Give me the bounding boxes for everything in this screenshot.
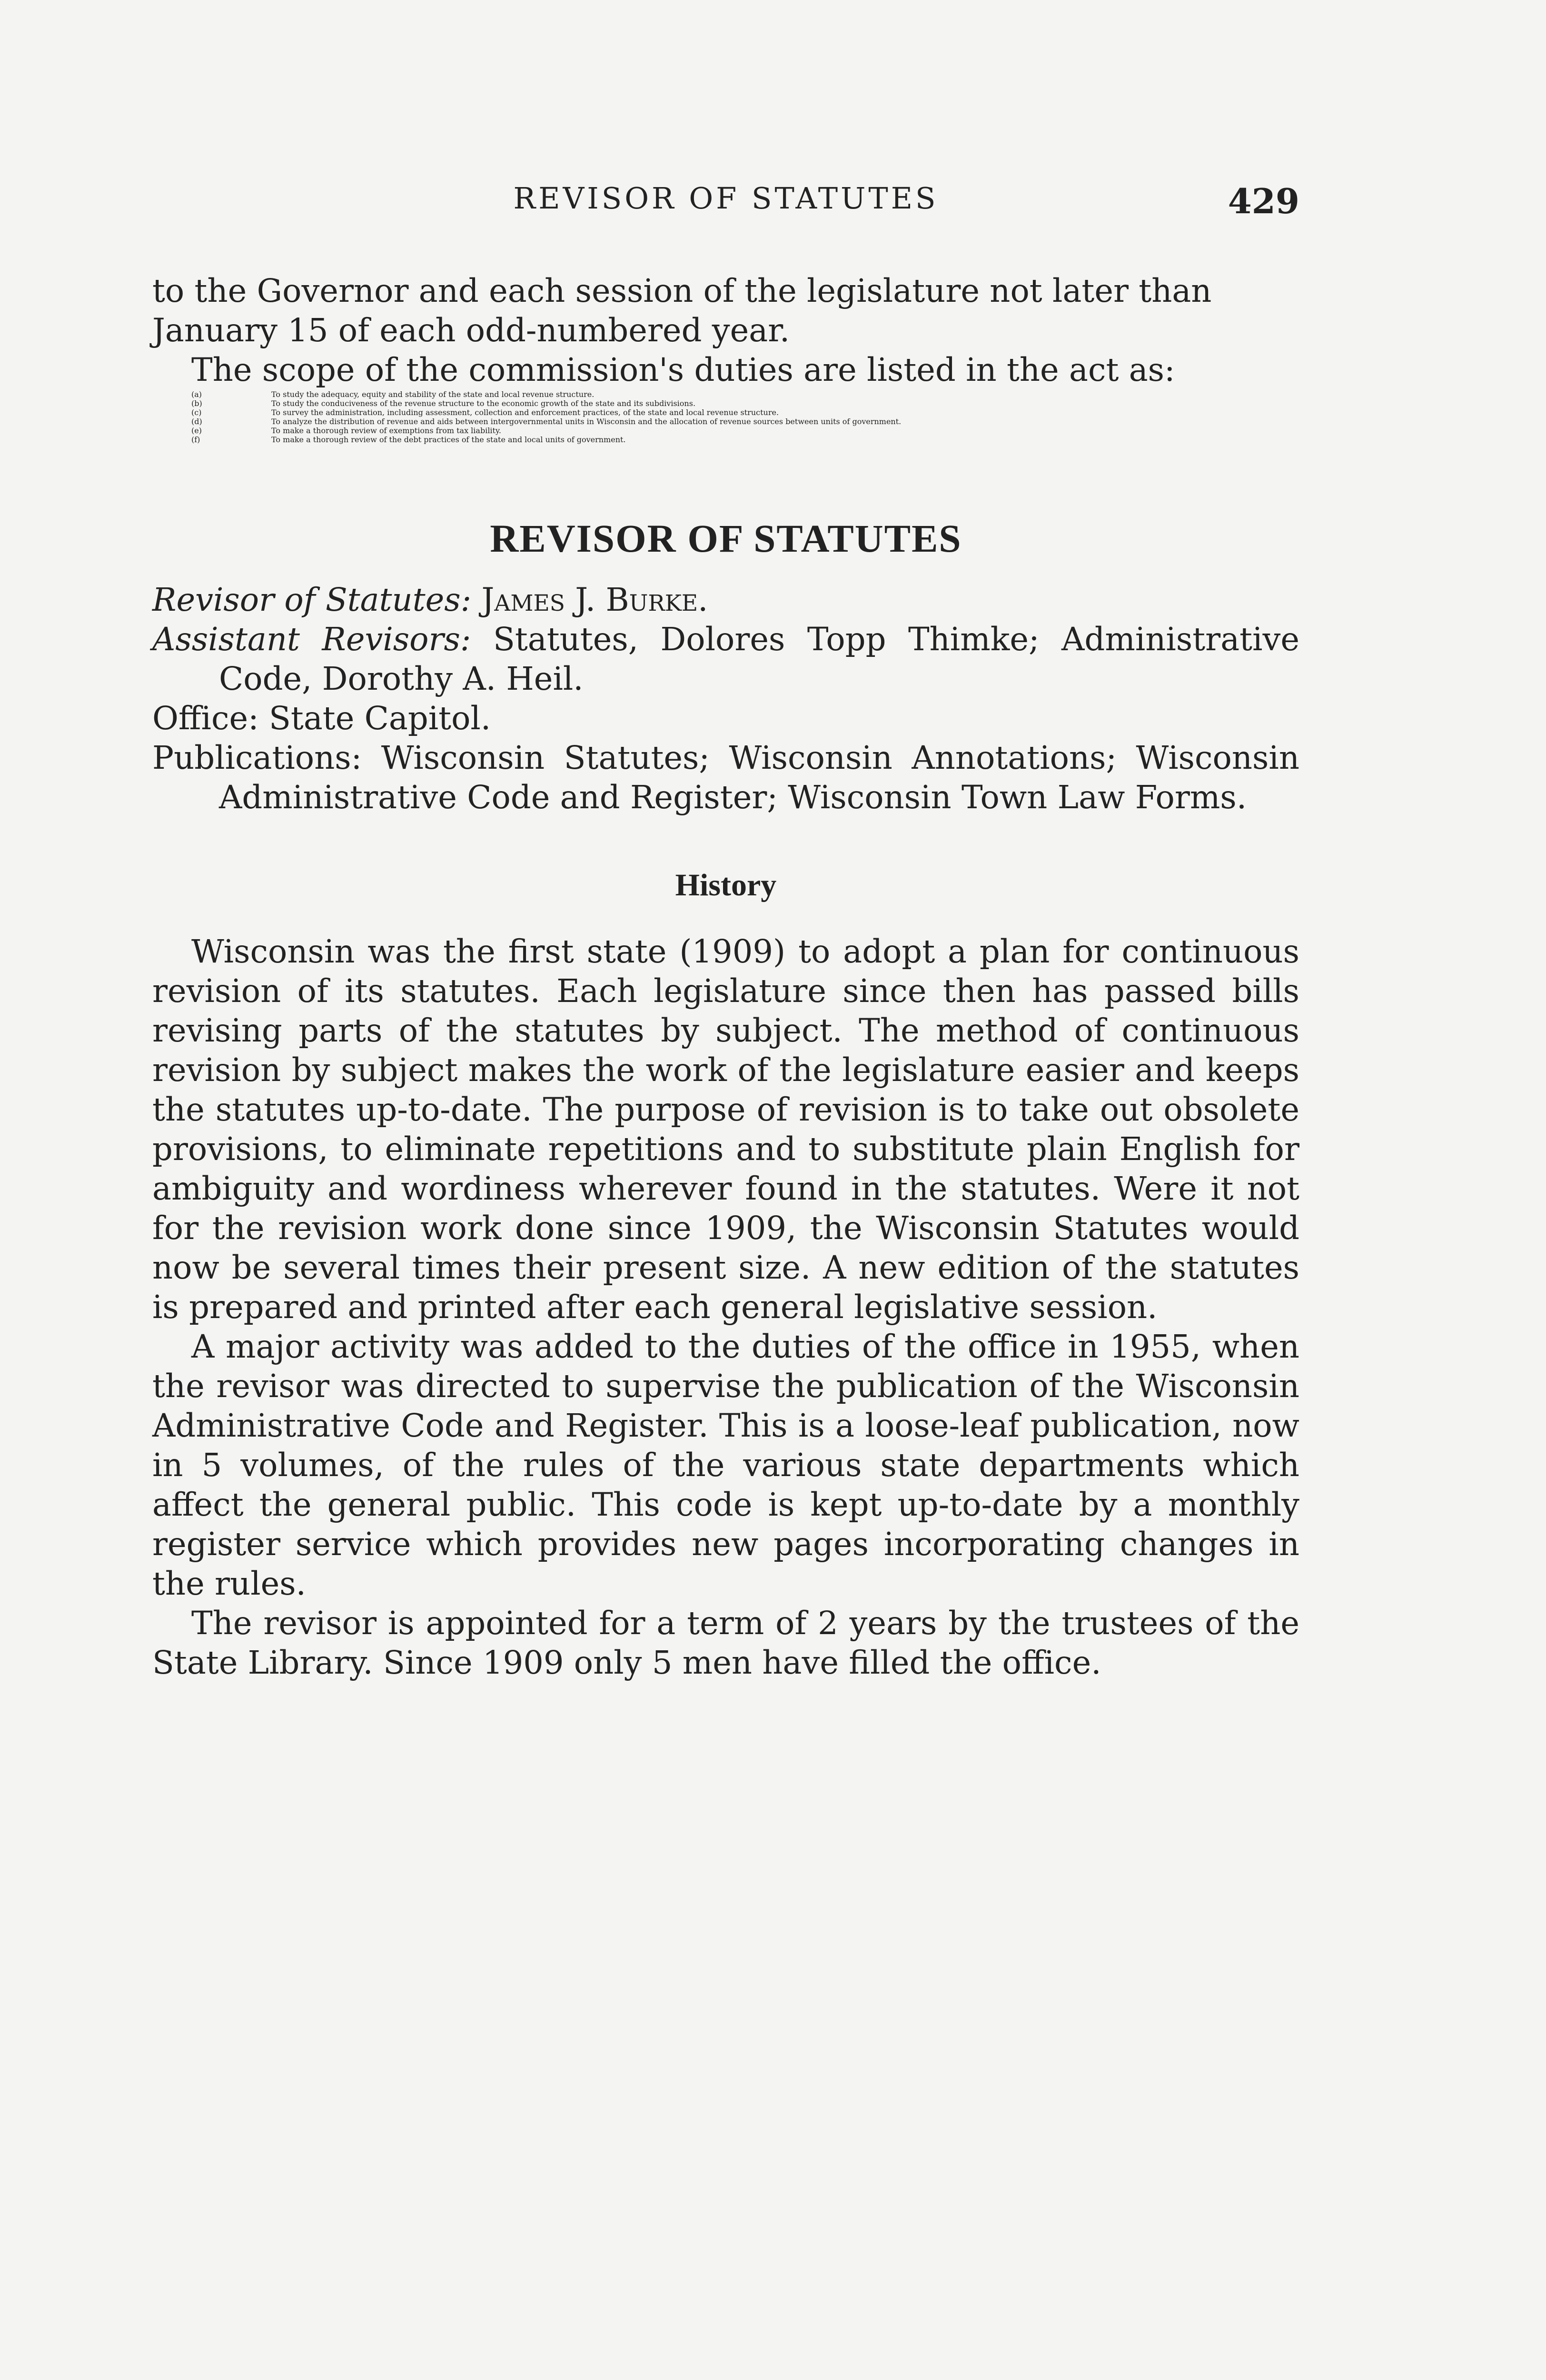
- running-head: REVISOR OF STATUTES: [513, 181, 939, 216]
- revisor-line: [152, 580, 1299, 620]
- list-text: To analyze the distribution of revenue and aids between intergovernmental units in Wisconsin and the allocation of revenue sources between units of government.: [271, 417, 902, 426]
- list-text: To make a thorough review of exemptions from tax liability.: [271, 426, 501, 435]
- duties-list: [152, 390, 1299, 444]
- list-label: (d): [191, 417, 202, 426]
- assistants-text: Statutes, Dolores Topp Thimke; Administrative Code, Dorothy A. Heil.: [219, 621, 1299, 697]
- list-text: To survey the administration, including assessment, collection and enforcement practices, of the state and local revenue structure.: [271, 408, 779, 417]
- list-label: (c): [191, 408, 202, 417]
- list-text: To make a thorough review of the debt practices of the state and local units of government.: [271, 435, 626, 444]
- list-text: To study the conduciveness of the revenue structure to the economic growth of the state and its subdivisions.: [271, 399, 696, 408]
- list-item: [152, 435, 1299, 444]
- list-label: (e): [191, 426, 202, 435]
- office-line: Office: State Capitol.: [152, 700, 491, 737]
- page-header: [152, 181, 1299, 228]
- list-item: [152, 390, 1299, 399]
- publications-line: Publications: Wisconsin Statutes; Wisconsin Annotations; Wisconsin Administrative Code and Register; Wisconsin Town Law Forms.: [152, 739, 1299, 816]
- list-item: [152, 399, 1299, 408]
- list-label: (a): [191, 390, 202, 399]
- continuation-line-2: January 15 of each odd-numbered year.: [152, 312, 790, 349]
- page-body: [152, 271, 1299, 1683]
- assistant-revisors-line: [152, 620, 1299, 699]
- list-item: [152, 408, 1299, 417]
- history-paragraph-2: A major activity was added to the duties of the office in 1955, when the revisor was directed to supervise the publication of the Wisconsin Administrative Code and Register. This is a loose-leaf publication, now in 5 volumes, of the rules of the various state departments which affect the general public. This code is kept up-to-date by a monthly register service which provides new pages incorporating changes in the rules.: [152, 1328, 1299, 1602]
- list-text: To study the adequacy, equity and stability of the state and local revenue structure.: [271, 390, 595, 399]
- duties-intro: The scope of the commission's duties are listed in the act as:: [191, 351, 1175, 388]
- revisor-label: Revisor of Statutes:: [152, 581, 472, 618]
- list-item: [152, 426, 1299, 435]
- revisor-name: James J. Burke.: [481, 581, 708, 618]
- list-label: (b): [191, 399, 202, 408]
- section-title: REVISOR OF STATUTES: [490, 516, 962, 560]
- list-item: [152, 417, 1299, 426]
- history-paragraph-1: Wisconsin was the first state (1909) to adopt a plan for continuous revision of its statutes. Each legislature since then has passed bills revising parts of the statutes by subject. The method of continuous revision by subject makes the work of the legislature easier and keeps the statutes up-to-date. The purpose of revision is to take out obsolete provisions, to eliminate repetitions and to substitute plain English for ambiguity and wordiness wherever found in the statutes. Were it not for the revision work done since 1909, the Wisconsin Statutes would now be several times their present size. A new edition of the statutes is prepared and printed after each general legislative session.: [152, 933, 1299, 1326]
- list-label: (f): [191, 435, 200, 444]
- page-number: 429: [1228, 181, 1299, 221]
- history-paragraph-3: The revisor is appointed for a term of 2 years by the trustees of the State Library. Since 1909 only 5 men have filled the office.: [152, 1605, 1299, 1681]
- assistants-label: Assistant Revisors:: [152, 621, 471, 658]
- history-heading: History: [675, 868, 777, 902]
- continuation-line-1: to the Governor and each session of the legislature not later than: [152, 272, 1212, 309]
